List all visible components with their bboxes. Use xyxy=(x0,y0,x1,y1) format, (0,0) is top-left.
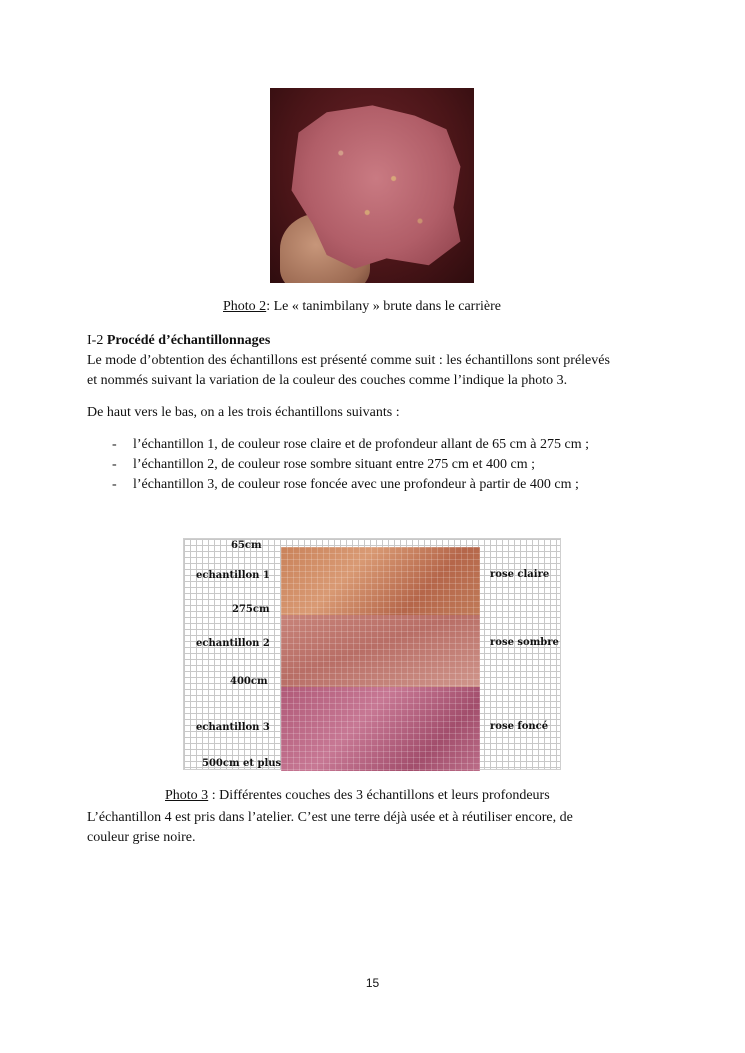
photo2-caption-label: Photo 2 xyxy=(223,299,267,314)
list-item-text: l’échantillon 2, de couleur rose sombre situant entre 275 cm et 400 cm ; xyxy=(133,457,535,472)
depth-label-65: 65cm xyxy=(231,540,262,551)
section-number: I-2 xyxy=(87,333,107,348)
rock-sample-photo xyxy=(270,88,474,283)
depth-label-500: 500cm et plus xyxy=(202,758,282,769)
after-line-1: L’échantillon 4 est pris dans l’atelier. C’est une terre déjà usée et à réutiliser encore, de xyxy=(87,810,573,825)
section-line-1: Le mode d’obtention des échantillons est présenté comme suit : les échantillons sont prélevés xyxy=(87,353,610,368)
photo2-caption-text: : Le « tanimbilany » brute dans le carrière xyxy=(266,299,501,314)
color-label-1: rose claire xyxy=(490,569,550,580)
section-line-2: et nommés suivant la variation de la couleur des couches comme l’indique la photo 3. xyxy=(87,373,568,388)
section-title: Procédé d’échantillonnages xyxy=(106,333,271,348)
list-item-text: l’échantillon 3, de couleur rose foncée avec une profondeur à partir de 400 cm ; xyxy=(133,477,579,492)
grid-overlay xyxy=(281,547,480,771)
after-line-2: couleur grise noire. xyxy=(87,830,196,845)
sample-label-1: echantillon 1 xyxy=(196,570,270,581)
page-number: 15 xyxy=(365,976,380,990)
sample-label-3: echantillon 3 xyxy=(196,722,270,733)
photo3-caption-label: Photo 3 xyxy=(165,788,209,803)
photo3-caption-text: : Différentes couches des 3 échantillons et leurs profondeurs xyxy=(208,788,550,803)
photo2-caption xyxy=(223,299,501,315)
section-heading xyxy=(87,331,270,351)
sample-label-2: echantillon 2 xyxy=(196,638,270,649)
sample-list xyxy=(112,435,589,495)
color-label-2: rose sombre xyxy=(490,637,559,648)
list-item-text: l’échantillon 1, de couleur rose claire et de profondeur allant de 65 cm à 275 cm ; xyxy=(133,437,589,452)
depth-label-400: 400cm xyxy=(230,676,268,687)
list-item: - l’échantillon 2, de couleur rose sombre situant entre 275 cm et 400 cm ; xyxy=(112,457,535,472)
depth-label-275: 275cm xyxy=(232,604,270,615)
intro-text: De haut vers le bas, on a les trois échantillons suivants : xyxy=(87,405,400,420)
soil-layers-photo xyxy=(183,538,561,770)
color-label-3: rose foncé xyxy=(490,721,549,732)
photo3-caption xyxy=(165,788,550,804)
list-item: - l’échantillon 3, de couleur rose foncée avec une profondeur à partir de 400 cm ; xyxy=(112,477,579,492)
list-item: - l’échantillon 1, de couleur rose claire et de profondeur allant de 65 cm à 275 cm ; xyxy=(112,437,589,452)
